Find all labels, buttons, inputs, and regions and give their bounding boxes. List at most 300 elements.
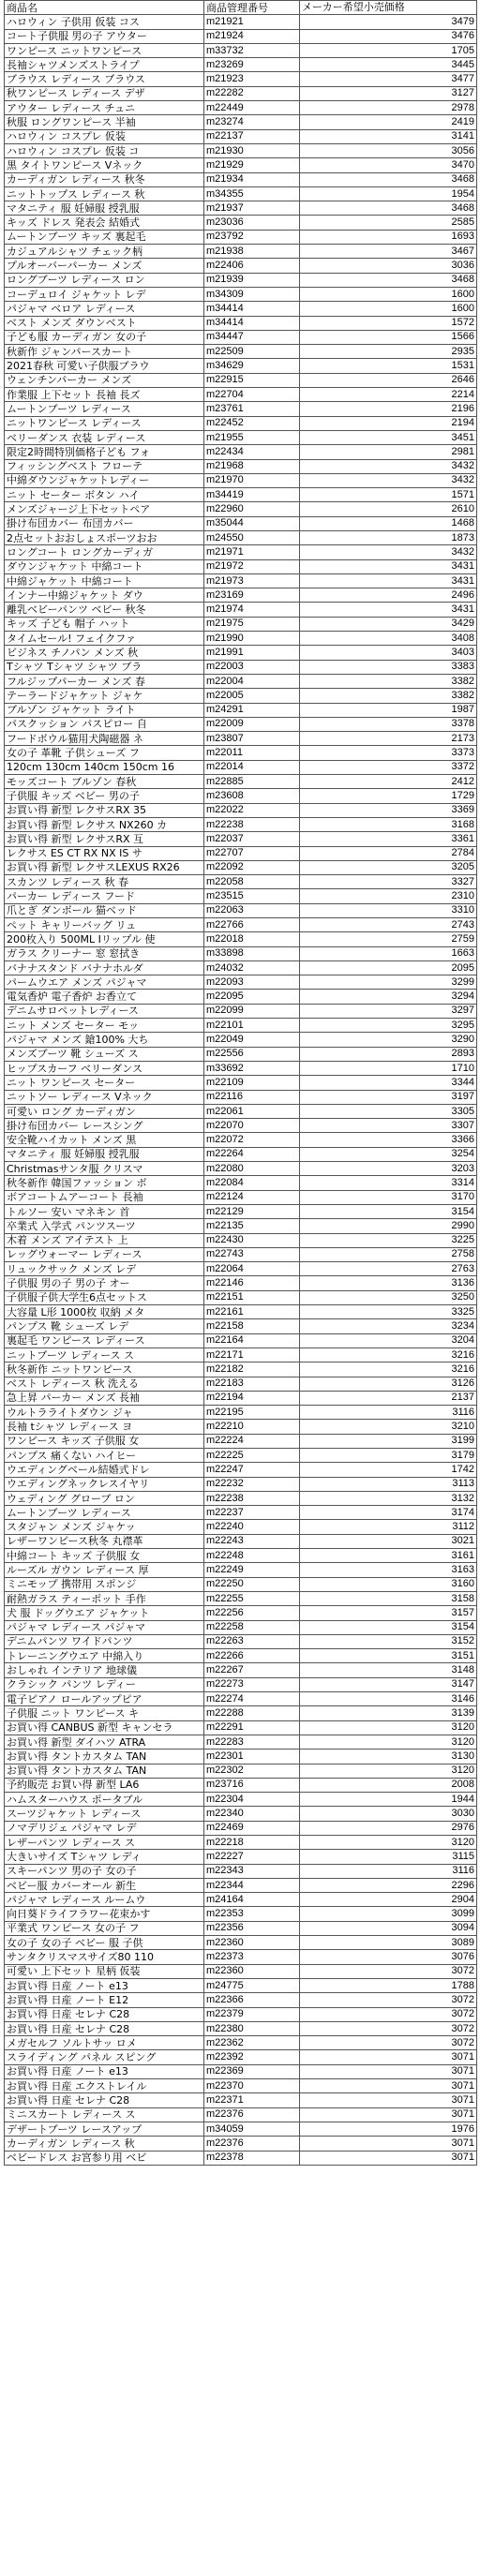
price-cell[interactable]: 3431 — [300, 573, 477, 588]
price-cell[interactable]: 3467 — [300, 245, 477, 259]
product-code-cell[interactable]: m22264 — [204, 1147, 300, 1161]
price-cell[interactable]: 3072 — [300, 2007, 477, 2021]
product-code-cell[interactable]: m34355 — [204, 186, 300, 201]
product-name-cell[interactable]: 秋冬新作 韓国ファッション ボ — [5, 1176, 204, 1190]
product-code-cell[interactable]: m22227 — [204, 1850, 300, 1864]
product-code-cell[interactable]: m22282 — [204, 86, 300, 100]
price-cell[interactable]: 3071 — [300, 2064, 477, 2078]
product-name-cell[interactable]: 2点セットおおしょスポーツおお — [5, 530, 204, 544]
product-name-cell[interactable]: 掛け布団カバー レースシング — [5, 1119, 204, 1133]
product-code-cell[interactable]: m33732 — [204, 43, 300, 57]
product-name-cell[interactable]: レザーワンピース秋冬 丸襟革 — [5, 1534, 204, 1548]
product-name-cell[interactable]: 向日葵ドライフラワー花束かす — [5, 1907, 204, 1921]
product-code-cell[interactable]: m22022 — [204, 803, 300, 817]
product-code-cell[interactable]: m23807 — [204, 732, 300, 746]
product-code-cell[interactable]: m23716 — [204, 1778, 300, 1792]
product-code-cell[interactable]: m21929 — [204, 158, 300, 172]
price-cell[interactable]: 3126 — [300, 1377, 477, 1391]
product-code-cell[interactable]: m22061 — [204, 1104, 300, 1118]
column-header-name[interactable]: 商品名 — [5, 1, 204, 15]
product-name-cell[interactable]: ロングコート ロングカーディガ — [5, 545, 204, 559]
product-name-cell[interactable]: ビジネス チノパン メンズ 秋 — [5, 646, 204, 660]
product-code-cell[interactable]: m22093 — [204, 975, 300, 990]
product-code-cell[interactable]: m22376 — [204, 2137, 300, 2151]
product-code-cell[interactable]: m21970 — [204, 473, 300, 487]
product-code-cell[interactable]: m22373 — [204, 1950, 300, 1964]
price-cell[interactable]: 3132 — [300, 1491, 477, 1505]
price-cell[interactable]: 2585 — [300, 216, 477, 230]
product-name-cell[interactable]: Christmasサンタ服 クリスマ — [5, 1162, 204, 1176]
product-code-cell[interactable]: m22070 — [204, 1119, 300, 1133]
product-name-cell[interactable]: 大容量 L形 1000枚 収納 メタ — [5, 1305, 204, 1319]
product-name-cell[interactable]: キッズ ドレス 発表会 結婚式 — [5, 216, 204, 230]
product-name-cell[interactable]: マタニティ 服 妊婦服 授乳服 — [5, 201, 204, 216]
price-cell[interactable]: 3294 — [300, 990, 477, 1004]
product-name-cell[interactable]: パームウエア メンズ パジャマ — [5, 975, 204, 990]
product-code-cell[interactable]: m22099 — [204, 1004, 300, 1018]
product-name-cell[interactable]: パジャマ レディース パジャマ — [5, 1620, 204, 1634]
price-cell[interactable]: 3141 — [300, 129, 477, 143]
price-cell[interactable]: 3136 — [300, 1276, 477, 1290]
product-name-cell[interactable]: 子供服 キッズ ベビー 男の子 — [5, 789, 204, 803]
product-code-cell[interactable]: m22146 — [204, 1276, 300, 1290]
product-code-cell[interactable]: m22356 — [204, 1921, 300, 1935]
product-name-cell[interactable]: 犬 服 ドッグウエア ジャケット — [5, 1606, 204, 1620]
product-code-cell[interactable]: m22171 — [204, 1348, 300, 1362]
price-cell[interactable]: 3382 — [300, 674, 477, 688]
product-code-cell[interactable]: m22256 — [204, 1606, 300, 1620]
product-name-cell[interactable]: メンズジャージ上下セットペア — [5, 502, 204, 516]
product-code-cell[interactable]: m21974 — [204, 603, 300, 617]
price-cell[interactable]: 2008 — [300, 1778, 477, 1792]
price-cell[interactable]: 2981 — [300, 445, 477, 459]
price-cell[interactable]: 3151 — [300, 1649, 477, 1663]
price-cell[interactable]: 3120 — [300, 1720, 477, 1735]
product-code-cell[interactable]: m22288 — [204, 1706, 300, 1720]
product-name-cell[interactable]: お買い得 CANBUS 新型 キャンセラ — [5, 1720, 204, 1735]
price-cell[interactable]: 3477 — [300, 72, 477, 86]
product-name-cell[interactable]: 離乳ベビーパンツ ベビー 秋冬 — [5, 603, 204, 617]
product-name-cell[interactable]: キッズ 子ども 帽子 ハット — [5, 617, 204, 631]
product-name-cell[interactable]: ウエディングベール結婚式ドレ — [5, 1463, 204, 1477]
product-code-cell[interactable]: m22343 — [204, 1864, 300, 1878]
product-code-cell[interactable]: m22194 — [204, 1391, 300, 1405]
product-name-cell[interactable]: お買い得 日産 ノート e13 — [5, 2064, 204, 2078]
product-code-cell[interactable]: m22302 — [204, 1764, 300, 1778]
product-name-cell[interactable]: コート子供服 男の子 アウター — [5, 29, 204, 43]
product-code-cell[interactable]: m22003 — [204, 660, 300, 674]
price-cell[interactable]: 1729 — [300, 789, 477, 803]
price-cell[interactable]: 3476 — [300, 29, 477, 43]
product-code-cell[interactable]: m22058 — [204, 875, 300, 889]
product-code-cell[interactable]: m23036 — [204, 216, 300, 230]
product-code-cell[interactable]: m24291 — [204, 703, 300, 717]
product-code-cell[interactable]: m22095 — [204, 990, 300, 1004]
product-name-cell[interactable]: 可愛い ロング カーディガン — [5, 1104, 204, 1118]
price-cell[interactable]: 3113 — [300, 1477, 477, 1491]
product-code-cell[interactable]: m22243 — [204, 1534, 300, 1548]
product-name-cell[interactable]: ウルトラライトダウン ジャ — [5, 1406, 204, 1420]
product-name-cell[interactable]: ガラス クリーナー 窓 窓拭き — [5, 946, 204, 960]
product-name-cell[interactable]: ハムスターハウス ポータブル — [5, 1793, 204, 1807]
product-code-cell[interactable]: m23792 — [204, 230, 300, 244]
price-cell[interactable]: 1705 — [300, 43, 477, 57]
product-name-cell[interactable]: タイムセール! フェイクファ — [5, 632, 204, 646]
product-code-cell[interactable]: m22250 — [204, 1577, 300, 1591]
price-cell[interactable]: 3056 — [300, 143, 477, 157]
product-name-cell[interactable]: モッズコート ブルゾン 春秋 — [5, 775, 204, 789]
price-cell[interactable]: 3120 — [300, 1764, 477, 1778]
product-name-cell[interactable]: バナナスタンド バナナホルダ — [5, 960, 204, 975]
price-cell[interactable]: 3290 — [300, 1033, 477, 1047]
price-cell[interactable]: 3225 — [300, 1233, 477, 1247]
product-name-cell[interactable]: トレーニングウエア 中綿入り — [5, 1649, 204, 1663]
product-code-cell[interactable]: m34414 — [204, 302, 300, 316]
product-code-cell[interactable]: m22378 — [204, 2151, 300, 2165]
price-cell[interactable]: 3408 — [300, 632, 477, 646]
product-code-cell[interactable]: m23761 — [204, 402, 300, 416]
product-name-cell[interactable]: ベスト レディース 秋 洗える — [5, 1377, 204, 1391]
product-name-cell[interactable]: カジュアルシャツ チェック柄 — [5, 245, 204, 259]
product-name-cell[interactable]: ミニモップ 携帯用 スポンジ — [5, 1577, 204, 1591]
price-cell[interactable]: 3139 — [300, 1706, 477, 1720]
price-cell[interactable]: 3299 — [300, 975, 477, 990]
product-name-cell[interactable]: プルオーバーパーカー メンズ — [5, 259, 204, 273]
price-cell[interactable]: 3310 — [300, 903, 477, 917]
product-name-cell[interactable]: Tシャツ Tシャツ シャツ ブラ — [5, 660, 204, 674]
product-code-cell[interactable]: m22509 — [204, 345, 300, 359]
product-code-cell[interactable]: m22379 — [204, 2007, 300, 2021]
price-cell[interactable]: 3154 — [300, 1620, 477, 1634]
price-cell[interactable]: 3030 — [300, 1807, 477, 1821]
product-name-cell[interactable]: メガセルフ ソルトサッ ロメ — [5, 2036, 204, 2050]
product-name-cell[interactable]: 長袖シャツメンズストライプ — [5, 58, 204, 72]
product-code-cell[interactable]: m22344 — [204, 1878, 300, 1892]
price-cell[interactable]: 2758 — [300, 1247, 477, 1261]
price-cell[interactable]: 3072 — [300, 2021, 477, 2035]
price-cell[interactable]: 1566 — [300, 330, 477, 344]
product-code-cell[interactable]: m22080 — [204, 1162, 300, 1176]
product-name-cell[interactable]: 120cm 130cm 140cm 150cm 16 — [5, 760, 204, 774]
product-name-cell[interactable]: ニットブーツ レディース ス — [5, 1348, 204, 1362]
product-code-cell[interactable]: m22005 — [204, 689, 300, 703]
price-cell[interactable]: 3036 — [300, 259, 477, 273]
price-cell[interactable]: 3254 — [300, 1147, 477, 1161]
product-code-cell[interactable]: m22158 — [204, 1319, 300, 1333]
price-cell[interactable]: 3130 — [300, 1750, 477, 1764]
product-code-cell[interactable]: m22885 — [204, 775, 300, 789]
product-code-cell[interactable]: m22092 — [204, 860, 300, 874]
product-code-cell[interactable]: m22283 — [204, 1735, 300, 1749]
price-cell[interactable]: 3174 — [300, 1506, 477, 1520]
product-code-cell[interactable]: m22247 — [204, 1463, 300, 1477]
product-name-cell[interactable]: お買い得 日産 セレナ C28 — [5, 2093, 204, 2107]
product-name-cell[interactable]: 木着 メンズ アイテスト 上 — [5, 1233, 204, 1247]
product-code-cell[interactable]: m21973 — [204, 573, 300, 588]
product-code-cell[interactable]: m21930 — [204, 143, 300, 157]
price-cell[interactable]: 1710 — [300, 1061, 477, 1075]
product-name-cell[interactable]: ベスト メンズ ダウンベスト — [5, 316, 204, 330]
price-cell[interactable]: 3327 — [300, 875, 477, 889]
product-name-cell[interactable]: 安全靴ハイカット メンズ 黒 — [5, 1133, 204, 1147]
product-code-cell[interactable]: m22164 — [204, 1333, 300, 1348]
product-code-cell[interactable]: m22224 — [204, 1434, 300, 1448]
product-name-cell[interactable]: スカンツ レディース 秋 春 — [5, 875, 204, 889]
price-cell[interactable]: 2990 — [300, 1219, 477, 1233]
product-name-cell[interactable]: パジャマ レディース ルームウ — [5, 1893, 204, 1907]
product-code-cell[interactable]: m22263 — [204, 1634, 300, 1648]
product-name-cell[interactable]: レッグウォーマー レディース — [5, 1247, 204, 1261]
price-cell[interactable]: 3378 — [300, 717, 477, 731]
product-code-cell[interactable]: m22072 — [204, 1133, 300, 1147]
product-code-cell[interactable]: m22556 — [204, 1047, 300, 1061]
product-code-cell[interactable]: m22360 — [204, 1964, 300, 1978]
product-code-cell[interactable]: m22452 — [204, 416, 300, 430]
price-cell[interactable]: 1531 — [300, 359, 477, 373]
product-name-cell[interactable]: 作業服 上下セット 長袖 長ズ — [5, 388, 204, 402]
product-code-cell[interactable]: m33898 — [204, 946, 300, 960]
product-name-cell[interactable]: ノマデリジェ パジャマ レデ — [5, 1821, 204, 1835]
product-code-cell[interactable]: m22049 — [204, 1033, 300, 1047]
product-name-cell[interactable]: お買い得 日産 セレナ C28 — [5, 2007, 204, 2021]
price-cell[interactable]: 3179 — [300, 1448, 477, 1462]
product-code-cell[interactable]: m22109 — [204, 1076, 300, 1090]
price-cell[interactable]: 3445 — [300, 58, 477, 72]
price-cell[interactable]: 3089 — [300, 1936, 477, 1950]
product-code-cell[interactable]: m22116 — [204, 1090, 300, 1104]
price-cell[interactable]: 2173 — [300, 732, 477, 746]
product-code-cell[interactable]: m21990 — [204, 632, 300, 646]
price-cell[interactable]: 2412 — [300, 775, 477, 789]
price-cell[interactable]: 2214 — [300, 388, 477, 402]
column-header-code[interactable]: 商品管理番号 — [204, 1, 300, 15]
product-code-cell[interactable]: m22124 — [204, 1190, 300, 1204]
price-cell[interactable]: 3099 — [300, 1907, 477, 1921]
price-cell[interactable]: 2893 — [300, 1047, 477, 1061]
price-cell[interactable]: 3295 — [300, 1019, 477, 1033]
product-name-cell[interactable]: ロングブーツ レディース ロン — [5, 273, 204, 287]
product-code-cell[interactable]: m22376 — [204, 2107, 300, 2122]
product-name-cell[interactable]: スキーパンツ 男の子 女の子 — [5, 1864, 204, 1878]
price-cell[interactable]: 3210 — [300, 1420, 477, 1434]
price-cell[interactable]: 3168 — [300, 817, 477, 831]
product-name-cell[interactable]: 子供服 ニット ワンピース キ — [5, 1706, 204, 1720]
price-cell[interactable]: 3071 — [300, 2137, 477, 2151]
product-code-cell[interactable]: m22249 — [204, 1563, 300, 1577]
product-code-cell[interactable]: m22291 — [204, 1720, 300, 1735]
product-code-cell[interactable]: m21975 — [204, 617, 300, 631]
product-name-cell[interactable]: 急上昇 パーカー メンズ 長袖 — [5, 1391, 204, 1405]
price-cell[interactable]: 3163 — [300, 1563, 477, 1577]
product-name-cell[interactable]: ウエディングネックレスイヤリ — [5, 1477, 204, 1491]
product-code-cell[interactable]: m22238 — [204, 1491, 300, 1505]
product-name-cell[interactable]: ウェディング グローブ ロン — [5, 1491, 204, 1505]
product-name-cell[interactable]: ニット ワンピース セーター — [5, 1076, 204, 1090]
product-name-cell[interactable]: ベビードレス お宮参り用 ベビ — [5, 2151, 204, 2165]
price-cell[interactable]: 1571 — [300, 488, 477, 502]
product-code-cell[interactable]: m24164 — [204, 1893, 300, 1907]
product-name-cell[interactable]: サンタクリスマスサイズ80 110 — [5, 1950, 204, 1964]
price-cell[interactable]: 3216 — [300, 1348, 477, 1362]
price-cell[interactable]: 2310 — [300, 889, 477, 903]
price-cell[interactable]: 2610 — [300, 502, 477, 516]
product-name-cell[interactable]: ハロウィン コスプレ 仮装 コ — [5, 143, 204, 157]
product-code-cell[interactable]: m21923 — [204, 72, 300, 86]
price-cell[interactable]: 2196 — [300, 402, 477, 416]
price-cell[interactable]: 3021 — [300, 1534, 477, 1548]
price-cell[interactable]: 3216 — [300, 1362, 477, 1377]
price-cell[interactable]: 3344 — [300, 1076, 477, 1090]
product-name-cell[interactable]: ニット メンズ セーター モッ — [5, 1019, 204, 1033]
product-code-cell[interactable]: m22195 — [204, 1406, 300, 1420]
price-cell[interactable]: 2784 — [300, 846, 477, 860]
product-code-cell[interactable]: m22469 — [204, 1821, 300, 1835]
product-code-cell[interactable]: m21955 — [204, 430, 300, 444]
product-name-cell[interactable]: スーツジャケット レディース — [5, 1807, 204, 1821]
product-name-cell[interactable]: 子ども服 カーディガン 女の子 — [5, 330, 204, 344]
price-cell[interactable]: 1742 — [300, 1463, 477, 1477]
product-name-cell[interactable]: リュックサック メンズ レデ — [5, 1262, 204, 1276]
price-cell[interactable]: 3305 — [300, 1104, 477, 1118]
product-code-cell[interactable]: m22064 — [204, 1262, 300, 1276]
product-code-cell[interactable]: m22371 — [204, 2093, 300, 2107]
product-code-cell[interactable]: m22161 — [204, 1305, 300, 1319]
product-code-cell[interactable]: m22960 — [204, 502, 300, 516]
price-cell[interactable]: 1788 — [300, 1978, 477, 1992]
product-name-cell[interactable]: ボアコートムアーコート 長袖 — [5, 1190, 204, 1204]
price-cell[interactable]: 3205 — [300, 860, 477, 874]
price-cell[interactable]: 3072 — [300, 2036, 477, 2050]
product-code-cell[interactable]: m22135 — [204, 1219, 300, 1233]
product-name-cell[interactable]: 長袖 tシャツ レディース ヨ — [5, 1420, 204, 1434]
price-cell[interactable]: 3115 — [300, 1850, 477, 1864]
product-code-cell[interactable]: m23515 — [204, 889, 300, 903]
price-cell[interactable]: 3382 — [300, 689, 477, 703]
product-name-cell[interactable]: フードボウル猫用犬陶磁器 ネ — [5, 732, 204, 746]
product-name-cell[interactable]: 秋服 ロングワンピース 半袖 — [5, 115, 204, 129]
price-cell[interactable]: 3373 — [300, 746, 477, 760]
product-code-cell[interactable]: m22360 — [204, 1936, 300, 1950]
product-code-cell[interactable]: m21991 — [204, 646, 300, 660]
product-name-cell[interactable]: カーディガン レディース 秋冬 — [5, 172, 204, 186]
product-name-cell[interactable]: アウター レディース チュニ — [5, 101, 204, 115]
product-name-cell[interactable]: 可愛い 上下セット 星柄 仮装 — [5, 1964, 204, 1978]
product-code-cell[interactable]: m23608 — [204, 789, 300, 803]
product-name-cell[interactable]: ハロウィン コスプレ 仮装 — [5, 129, 204, 143]
product-code-cell[interactable]: m22238 — [204, 817, 300, 831]
price-cell[interactable]: 3204 — [300, 1333, 477, 1348]
product-name-cell[interactable]: ペット キャリーバッグ リュ — [5, 918, 204, 932]
product-name-cell[interactable]: 秋新作 ジャンパースカート — [5, 345, 204, 359]
price-cell[interactable]: 2194 — [300, 416, 477, 430]
product-name-cell[interactable]: 爪とぎ ダンボール 猫ベッド — [5, 903, 204, 917]
product-code-cell[interactable]: m22369 — [204, 2064, 300, 2078]
product-name-cell[interactable]: お買い得 タントカスタム TAN — [5, 1764, 204, 1778]
product-code-cell[interactable]: m34059 — [204, 2122, 300, 2136]
price-cell[interactable]: 3250 — [300, 1290, 477, 1304]
price-cell[interactable]: 3203 — [300, 1162, 477, 1176]
product-code-cell[interactable]: m22380 — [204, 2021, 300, 2035]
price-cell[interactable]: 3071 — [300, 2107, 477, 2122]
product-code-cell[interactable]: m22430 — [204, 1233, 300, 1247]
price-cell[interactable]: 3158 — [300, 1591, 477, 1605]
product-name-cell[interactable]: 秋ワンピース レディース デザ — [5, 86, 204, 100]
product-name-cell[interactable]: 卒業式 入学式 パンツスーツ — [5, 1219, 204, 1233]
product-code-cell[interactable]: m22004 — [204, 674, 300, 688]
price-cell[interactable]: 3072 — [300, 1993, 477, 2007]
price-cell[interactable]: 3157 — [300, 1606, 477, 1620]
product-name-cell[interactable]: インナー中綿ジャケット ダウ — [5, 588, 204, 603]
product-name-cell[interactable]: パンプス 靴 シューズ レデ — [5, 1319, 204, 1333]
product-code-cell[interactable]: m22183 — [204, 1377, 300, 1391]
product-name-cell[interactable]: メンズブーツ 靴 シューズ ス — [5, 1047, 204, 1061]
product-code-cell[interactable]: m22301 — [204, 1750, 300, 1764]
product-name-cell[interactable]: お買い得 日産 エクストレイル — [5, 2079, 204, 2093]
product-name-cell[interactable]: 裏起毛 ワンピース レディース — [5, 1333, 204, 1348]
price-cell[interactable]: 3432 — [300, 459, 477, 473]
product-name-cell[interactable]: 女の子 革靴 子供シューズ フ — [5, 746, 204, 760]
product-name-cell[interactable]: 掛け布団カバー 布団カバー — [5, 516, 204, 530]
product-name-cell[interactable]: 電子ピアノ ロールアップピア — [5, 1692, 204, 1706]
price-cell[interactable]: 3468 — [300, 273, 477, 287]
price-cell[interactable]: 3199 — [300, 1434, 477, 1448]
product-code-cell[interactable]: m21972 — [204, 559, 300, 573]
product-name-cell[interactable]: おしゃれ インテリア 地球儀 — [5, 1663, 204, 1677]
product-code-cell[interactable]: m22151 — [204, 1290, 300, 1304]
product-name-cell[interactable]: お買い得 新型 レクサスRX 35 — [5, 803, 204, 817]
product-name-cell[interactable]: 耐熱ガラス ティーポット 手作 — [5, 1591, 204, 1605]
product-code-cell[interactable]: m24550 — [204, 530, 300, 544]
product-code-cell[interactable]: m21934 — [204, 172, 300, 186]
product-code-cell[interactable]: m22273 — [204, 1677, 300, 1691]
product-code-cell[interactable]: m34309 — [204, 287, 300, 301]
product-code-cell[interactable]: m21939 — [204, 273, 300, 287]
product-name-cell[interactable]: デザートブーツ レースアップ — [5, 2122, 204, 2136]
price-cell[interactable]: 3154 — [300, 1204, 477, 1218]
product-name-cell[interactable]: コーデュロイ ジャケット レデ — [5, 287, 204, 301]
product-name-cell[interactable]: ルーズル ガウン レディース 厚 — [5, 1563, 204, 1577]
product-name-cell[interactable]: デニムサロペットレディース — [5, 1004, 204, 1018]
price-cell[interactable]: 3234 — [300, 1319, 477, 1333]
price-cell[interactable]: 3325 — [300, 1305, 477, 1319]
product-name-cell[interactable]: 大きいサイズ Tシャツ レディ — [5, 1850, 204, 1864]
price-cell[interactable]: 3372 — [300, 760, 477, 774]
price-cell[interactable]: 3161 — [300, 1549, 477, 1563]
product-code-cell[interactable]: m23269 — [204, 58, 300, 72]
product-name-cell[interactable]: 電気香炉 電子香炉 お香立て — [5, 990, 204, 1004]
product-name-cell[interactable]: フィッシングベスト フローテ — [5, 459, 204, 473]
product-code-cell[interactable]: m22915 — [204, 373, 300, 387]
product-code-cell[interactable]: m21968 — [204, 459, 300, 473]
product-code-cell[interactable]: m22232 — [204, 1477, 300, 1491]
price-cell[interactable]: 3120 — [300, 1735, 477, 1749]
product-code-cell[interactable]: m22370 — [204, 2079, 300, 2093]
price-cell[interactable]: 2935 — [300, 345, 477, 359]
price-cell[interactable]: 1600 — [300, 287, 477, 301]
product-code-cell[interactable]: m35044 — [204, 516, 300, 530]
price-cell[interactable]: 3451 — [300, 430, 477, 444]
product-name-cell[interactable]: 2021春秋 可愛い子供服ブラウ — [5, 359, 204, 373]
price-cell[interactable]: 3127 — [300, 86, 477, 100]
price-cell[interactable]: 3112 — [300, 1520, 477, 1534]
product-code-cell[interactable]: m22434 — [204, 445, 300, 459]
product-name-cell[interactable]: テーラードジャケット ジャケ — [5, 689, 204, 703]
price-cell[interactable]: 3116 — [300, 1406, 477, 1420]
product-name-cell[interactable]: スタジャン メンズ ジャケッ — [5, 1520, 204, 1534]
product-name-cell[interactable]: ニット セーター ボタン ハイ — [5, 488, 204, 502]
product-code-cell[interactable]: m22392 — [204, 2050, 300, 2064]
price-cell[interactable]: 1468 — [300, 516, 477, 530]
